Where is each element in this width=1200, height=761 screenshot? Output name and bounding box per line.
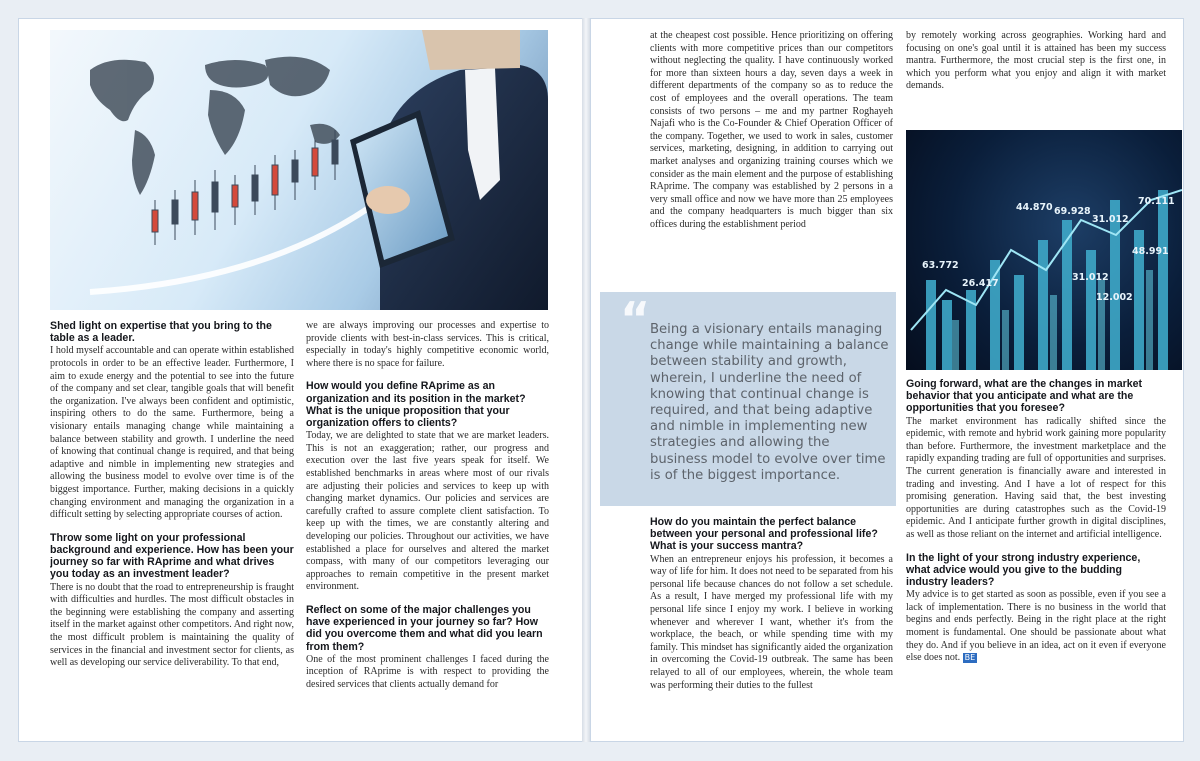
question-heading: In the light of your strong industry experience, what advice would you give to the budding industry leaders? [906,551,1141,588]
question-heading: Throw some light on your professional background and experience. How has been your journey so far with RAprime and what drives you today as an investment leader? [50,531,294,581]
end-mark-icon: BE [964,652,976,662]
answer-paragraph: at the cheapest cost possible. Hence prioritizing on offering clients with more competitive prices than our competitors without neglecting the quality. I have continuously worked for more than sixteen hours a day, seven days a week in different departments of the company so as to reduce the cost of employees and the overall operations. The team consists of two persons – me and my partner Roghayeh Najafi who is the Co-Founder & Chief Operation Officer of the company. Together, we used to work in sales, customer services, marketing, designing, in addition to carrying out market analyses and organizing training courses which we consider as the main element and the purpose of establishing RAprime. The company was established by 2 persons in a very small office and now we have more than 25 employees and the company headquarters is much bigger than six offices during the establishment period [650,30,893,230]
question-heading: Shed light on expertise that you bring to the table as a leader. [50,320,272,345]
finance-label: 48.991 [1132,246,1169,257]
pull-quote-text: Being a visionary entails managing change while maintaining a balance between stability and growth, wherein, I underline the need of knowing that continual change is required, and that being adaptive and nimble in implementing new strategies and allowing the business model to evolve over time is of the biggest importance. [650,322,889,483]
right-column-2-bottom [906,378,1166,722]
answer-paragraph: One of the most prominent challenges I faced during the inception of RAprime is with respect to providing the desired services that clients actually demand for [306,653,549,690]
finance-label: 12.002 [1096,292,1133,303]
question-heading: How do you maintain the perfect balance between your personal and professional life? What is your success mantra? [650,516,878,553]
businessman-tablet-icon [50,30,548,310]
question-heading: How would you define RAprime as an organization and its position in the market? What is the unique proposition that your organization offers to clients? [306,380,526,429]
right-column-2-top [906,30,1166,126]
answer-paragraph: When an entrepreneur enjoys his profession, it becomes a way of life for him. It does not need to be separated from his personal life because chances do not follow a set schedule. As a result, I have merged my professional life with my personal life since I enjoy my work. I believe in working whenever and wherever I want, whether it's from the workplace, the beach, or while spending time with my family. This mindset has significantly aided the organization in overcoming the Covid-19 outbreak. The same has been relayed to all of our employees, wherein, the whole team was performing their duties to the fullest [650,553,893,691]
pull-quote [600,292,896,506]
finance-label: 63.772 [922,260,959,271]
finance-chart-photo [906,130,1182,370]
answer-paragraph: we are always improving our processes and expertise to provide clients with best-in-class services. This is critical, especially in today's highly competitive economic world, where there is no space for failure. [306,320,549,369]
answer-paragraph: by remotely working across geographies. Working hard and focusing on one's goal until it is attained has been my success mantra. Furthermore, the most crucial step is the first one, in which you perform what you enjoy and align it with market demands. [906,30,1166,92]
answer-paragraph: Today, we are delighted to state that we are market leaders. This is not an exaggeration; rather, our progress and execution over the last five years speak for itself. We established benchmarks in areas where most of our rivals are adjusting their policies and services to keep up with changing market dynamics. Our policies and services are carefully crafted to assure complete client satisfaction. To keep up with the times, we are constantly altering and developing our policies. Throughout our activities, we have established a place for ourselves and altered the market compass, with many of our competitors leveraging our approaches to remain competitive in the present market environment. [306,430,549,593]
left-column-2 [306,320,549,720]
right-column-1-bottom [650,516,893,722]
answer-paragraph: There is no doubt that the road to entrepreneurship is fraught with difficulties and hurdles. The most difficult obstacles in the beginning were establishing the company and asserting itself in the market against other competitors. And right now, the most difficult problem is maintaining the quality of services in the financial and investment sector for clients, as well as developing our service deliverability. To that end, [50,581,294,669]
answer-paragraph [906,589,1166,665]
finance-label: 31.012 [1072,272,1109,283]
right-column-1-top [650,30,893,288]
answer-paragraph: The market environment has radically shifted since the epidemic, with remote and hybrid work gaining more popularity than before. Furthermore, the investment marketplace and the rapidly expanding trading are full of opportunities and surprises. The current generation is financially aware and interested in trading and investing. And I have a lot of respect for this promising generation. Having said that, the best investing opportunities are during catastrophes such as the Covid-19 epidemic. And I anticipate further growth in digital disciplines, as well as those reliant on the internet and artificial intelligence. [906,415,1166,540]
finance-label: 44.870 [1016,202,1053,213]
closing-paragraph-text: My advice is to get started as soon as possible, even if you see a lack of implementation. There is no business in the world that begins and ends perfectly. Being in the right place at the right moment is fundamental. One should be passionate about what they do. And if you believe in an idea, act on it even if everyone else does not. [906,589,1166,664]
answer-paragraph: I hold myself accountable and can operate within established protocols in order to be an effective leader. Furthermore, I aim to exude energy and the potential to see into the future of the company and set clear, tangible goals that will benefit the organization. I've always been confident and optimistic, inspiring others to do the same. Furthermore, being a visionary entails managing change while maintaining a balance between stability and growth. I underline the need of knowing that continual change is required, and that being adaptive and nimble in implementing new strategies and allowing the business model to evolve over time is of the biggest importance. Further, making decisions in a quickly changing environment and managing the organization in a difficult setting by selecting appropriate courses of action. [50,345,294,521]
finance-label: 31.012 [1092,214,1129,225]
page-gutter [582,18,590,742]
question-heading: Reflect on some of the major challenges you have experienced in your journey so far? How did you overcome them and what did you learn from them? [306,603,543,653]
hero-photo [50,30,548,310]
question-heading: Going forward, what are the changes in market behavior that you anticipate and what are the opportunities that you foresee? [906,378,1143,415]
finance-label: 70.111 [1138,196,1175,207]
left-column-1 [50,320,294,720]
finance-label: 69.928 [1054,206,1091,217]
finance-label: 26.417 [962,278,999,289]
quote-mark-icon: “ [620,292,651,346]
stock-chart-icon [906,130,1182,370]
